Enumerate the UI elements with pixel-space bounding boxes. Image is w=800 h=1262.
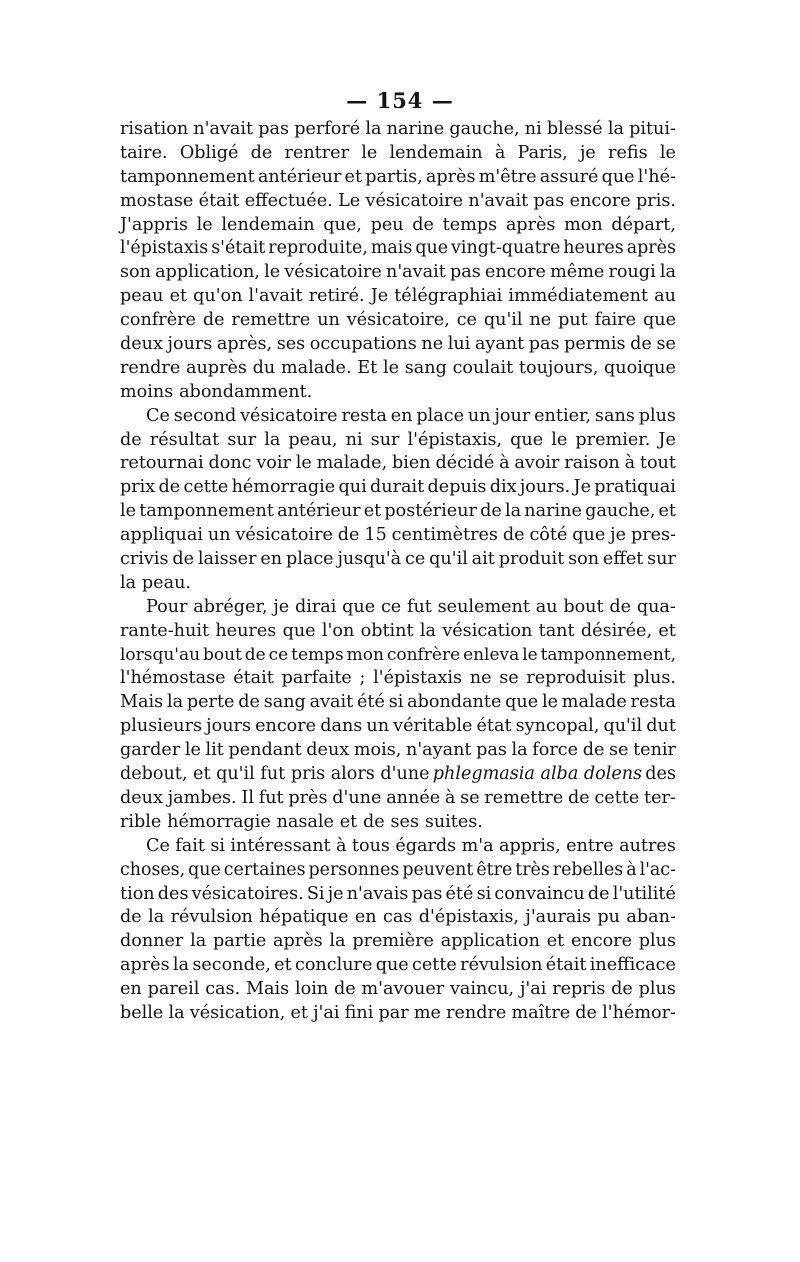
text-line: garder le lit pendant deux mois, n'ayant pas la force de se tenir xyxy=(120,740,676,761)
text-line: de la révulsion hépatique en cas d'épistaxis, j'aurais pu aban- xyxy=(120,907,676,928)
text-line-with-italic xyxy=(120,763,676,787)
text-line: risation n'avait pas perforé la narine gauche, ni blessé la pitui- xyxy=(120,119,676,139)
text-line: deux jambes. Il fut près d'une année à se remettre de cette ter- xyxy=(120,787,676,808)
text-line: le tamponnement antérieur et postérieur de la narine gauche, et xyxy=(120,501,676,522)
text-line: lorsqu'au bout de ce temps mon confrère enleva le tamponnement, xyxy=(120,644,676,665)
text-line: choses, que certaines personnes peuvent être très rebelles à l'ac- xyxy=(120,859,676,880)
text-line: après la seconde, et conclure que cette révulsion était inefficace xyxy=(120,955,676,976)
text-line: belle la vésication, et j'ai fini par me rendre maître de l'hémor- xyxy=(120,1002,676,1023)
text-line: Ce second vésicatoire resta en place un jour entier, sans plus xyxy=(146,405,676,426)
text-line: en pareil cas. Mais loin de m'avouer vaincu, j'ai repris de plus xyxy=(120,979,676,1000)
text-line: rible hémorragie nasale et de ses suites. xyxy=(120,811,483,832)
text-line: moins abondamment. xyxy=(120,381,313,402)
text-line: J'appris le lendemain que, peu de temps après mon départ, xyxy=(120,214,676,235)
text-line: tamponnement antérieur et partis, après m'être assuré que l'hé- xyxy=(120,166,676,187)
text-line: la peau. xyxy=(120,572,192,593)
text-line: Pour abréger, je dirai que ce fut seulement au bout de qua- xyxy=(146,596,676,617)
text-line: mostase était effectuée. Le vésicatoire n'avait pas encore pris. xyxy=(120,190,676,211)
text-line: l'hémostase était parfaite ; l'épistaxis ne se reproduisit plus. xyxy=(120,668,676,689)
text-line: crivis de laisser en place jusqu'à ce qu'il ait produit son effet sur xyxy=(120,549,676,570)
text-line: retournai donc voir le malade, bien décidé à avoir raison à tout xyxy=(120,453,676,474)
page-number: — 154 — xyxy=(346,88,454,113)
body-text xyxy=(120,118,676,1026)
text-line: rendre auprès du malade. Et le sang coulait toujours, quoique xyxy=(120,357,676,378)
text-line: plusieurs jours encore dans un véritable état syncopal, qu'il dut xyxy=(120,716,676,737)
text-line: confrère de remettre un vésicatoire, ce qu'il ne put faire que xyxy=(120,310,676,331)
paragraph-3 xyxy=(120,596,676,835)
paragraph-2 xyxy=(120,405,676,596)
text-line: donner la partie après la première application et encore plus xyxy=(120,931,676,952)
text-line: peau et qu'on l'avait retiré. Je télégraphiai immédiatement au xyxy=(120,286,676,307)
italic-term: phlegmasia alba dolens xyxy=(432,764,643,785)
text-line: rante-huit heures que l'on obtint la vésication tant désirée, et xyxy=(120,620,676,641)
text-line: Ce fait si intéressant à tous égards m'a appris, entre autres xyxy=(146,835,676,856)
text-line: de résultat sur la peau, ni sur l'épistaxis, que le premier. Je xyxy=(120,429,676,450)
text-line: appliquai un vésicatoire de 15 centimètres de côté que je pres- xyxy=(120,525,676,546)
text-line: deux jours après, ses occupations ne lui ayant pas permis de se xyxy=(120,334,676,355)
text-line: l'épistaxis s'était reproduite, mais que vingt-quatre heures après xyxy=(120,238,676,259)
paragraph-1 xyxy=(120,118,676,405)
text-segment: debout, et qu'il fut pris alors d'une xyxy=(120,764,430,785)
text-line: tion des vésicatoires. Si je n'avais pas été si convaincu de l'utilité xyxy=(120,883,676,904)
text-line: prix de cette hémorragie qui durait depuis dix jours. Je pratiquai xyxy=(120,477,676,498)
text-segment: des xyxy=(645,764,676,785)
text-line: Mais la perte de sang avait été si abondante que le malade resta xyxy=(120,692,676,713)
paragraph-4 xyxy=(120,835,676,1026)
text-line: taire. Obligé de rentrer le lendemain à Paris, je refis le xyxy=(120,142,676,163)
text-line: son application, le vésicatoire n'avait pas encore même rougi la xyxy=(120,262,676,283)
